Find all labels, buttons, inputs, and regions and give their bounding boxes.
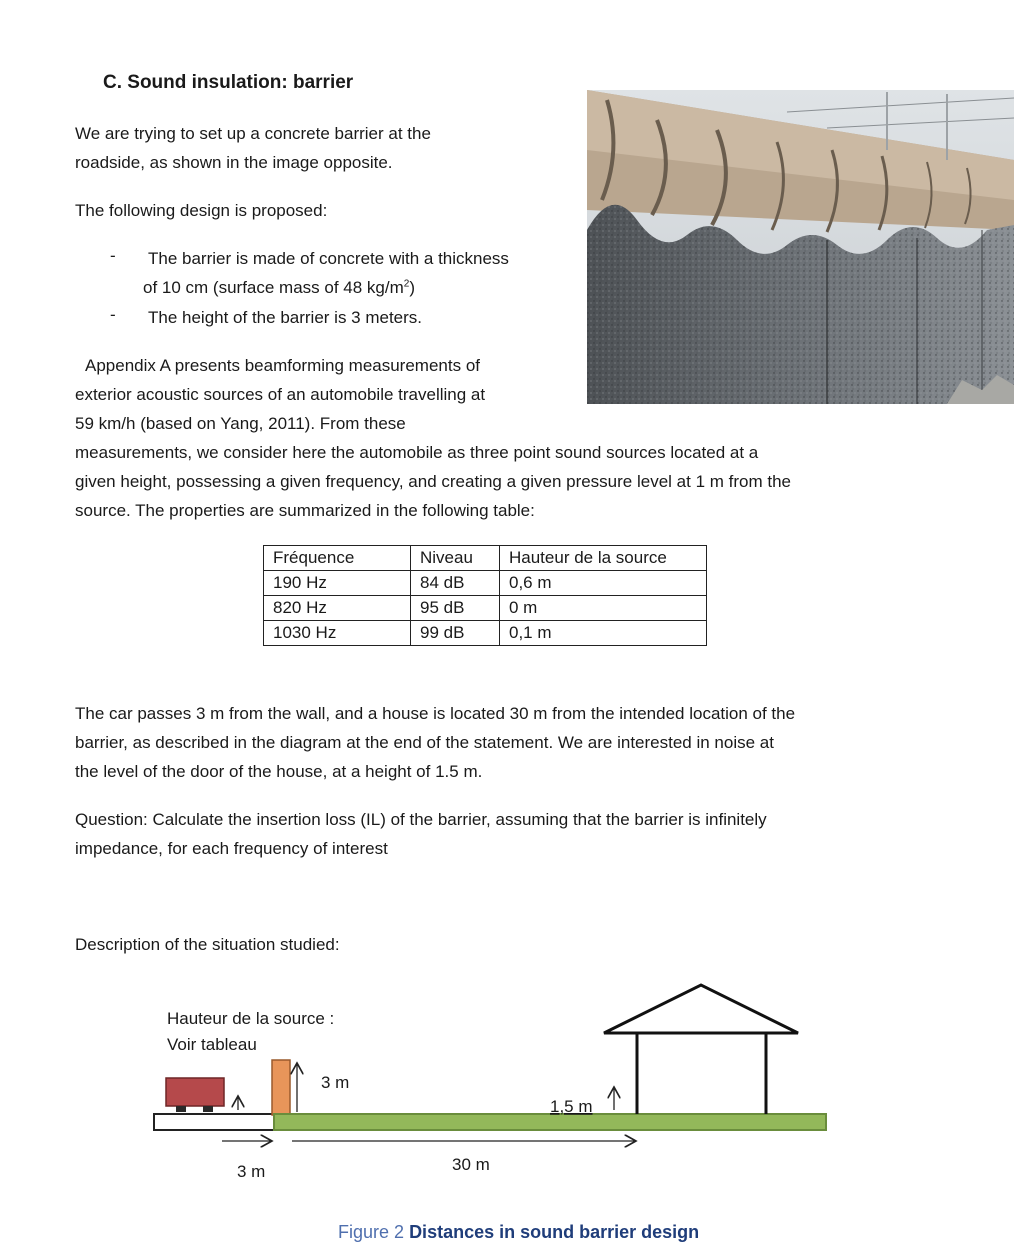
situation-paragraph xyxy=(75,699,795,786)
appendix-line: Appendix A presents beamforming measurements of xyxy=(85,356,480,375)
figure-number: Figure 2 xyxy=(338,1222,405,1242)
intro-paragraph xyxy=(75,119,431,177)
table-header-cell: Fréquence xyxy=(264,546,411,571)
car-distance-label: 3 m xyxy=(237,1162,266,1181)
table-header-cell: Hauteur de la source xyxy=(500,546,707,571)
table-cell: 0,6 m xyxy=(500,571,707,596)
table-row xyxy=(264,571,707,596)
section-heading: C. Sound insulation: barrier xyxy=(103,72,354,93)
car xyxy=(166,1078,224,1106)
ground xyxy=(274,1114,826,1130)
appendix-line: 59 km/h (based on Yang, 2011). From these xyxy=(75,414,406,433)
car-wheel xyxy=(203,1106,213,1112)
question-line: impedance, for each frequency of interest xyxy=(75,839,388,858)
situation-line: barrier, as described in the diagram at the end of the statement. We are interested in noise at xyxy=(75,733,774,752)
table-header-row xyxy=(264,546,707,571)
house-distance-label: 30 m xyxy=(452,1155,490,1174)
receiver-height-label: 1,5 m xyxy=(550,1097,593,1116)
bullet-item: The barrier is made of concrete with a thickness xyxy=(148,249,509,268)
table-cell: 84 dB xyxy=(411,571,500,596)
appendix-line: source. The properties are summarized in the following table: xyxy=(75,501,535,520)
situation-line: The car passes 3 m from the wall, and a house is located 30 m from the intended location of the xyxy=(75,704,796,723)
table-cell: 99 dB xyxy=(411,621,500,646)
barrier-height-label: 3 m xyxy=(321,1073,350,1092)
intro-line: roadside, as shown in the image opposite. xyxy=(75,153,393,172)
bullet-dash: - xyxy=(110,305,116,324)
house-roof xyxy=(604,985,798,1033)
table-cell: 190 Hz xyxy=(264,571,411,596)
table-cell: 820 Hz xyxy=(264,596,411,621)
intro-line: We are trying to set up a concrete barrier at the xyxy=(75,124,431,143)
see-table-label: Voir tableau xyxy=(167,1035,257,1054)
appendix-line: measurements, we consider here the automobile as three point sound sources located at a xyxy=(75,443,759,462)
design-intro: The following design is proposed: xyxy=(75,201,328,220)
appendix-line: exterior acoustic sources of an automobile travelling at xyxy=(75,385,486,404)
bullet-item-continued: of 10 cm (surface mass of 48 $kg/m^2$) xyxy=(143,278,415,297)
situation-diagram xyxy=(0,970,1036,1200)
figure-title: Distances in sound barrier design xyxy=(409,1222,700,1242)
table-row xyxy=(264,596,707,621)
table-row xyxy=(264,621,707,646)
bullet-dash: - xyxy=(110,246,116,265)
table-cell: 0 m xyxy=(500,596,707,621)
bullet-item: The height of the barrier is 3 meters. xyxy=(148,308,423,327)
question-paragraph xyxy=(75,805,767,863)
barrier xyxy=(272,1060,290,1115)
car-wheel xyxy=(176,1106,186,1112)
figure-caption xyxy=(338,1222,699,1243)
situation-line: the level of the door of the house, at a height of 1.5 m. xyxy=(75,762,483,781)
road xyxy=(154,1114,276,1130)
table-cell: 1030 Hz xyxy=(264,621,411,646)
description-label: Description of the situation studied: xyxy=(75,935,340,954)
table-cell: 0,1 m xyxy=(500,621,707,646)
appendix-paragraph xyxy=(75,351,791,525)
table-cell: 95 dB xyxy=(411,596,500,621)
source-properties-table xyxy=(263,545,707,646)
table-header-cell: Niveau xyxy=(411,546,500,571)
source-height-label: Hauteur de la source : xyxy=(167,1009,335,1028)
question-line: Question: Calculate the insertion loss (IL) of the barrier, assuming that the barrier is infinitely xyxy=(75,810,767,829)
appendix-line: given height, possessing a given frequency, and creating a given pressure level at 1 m from the xyxy=(75,472,791,491)
